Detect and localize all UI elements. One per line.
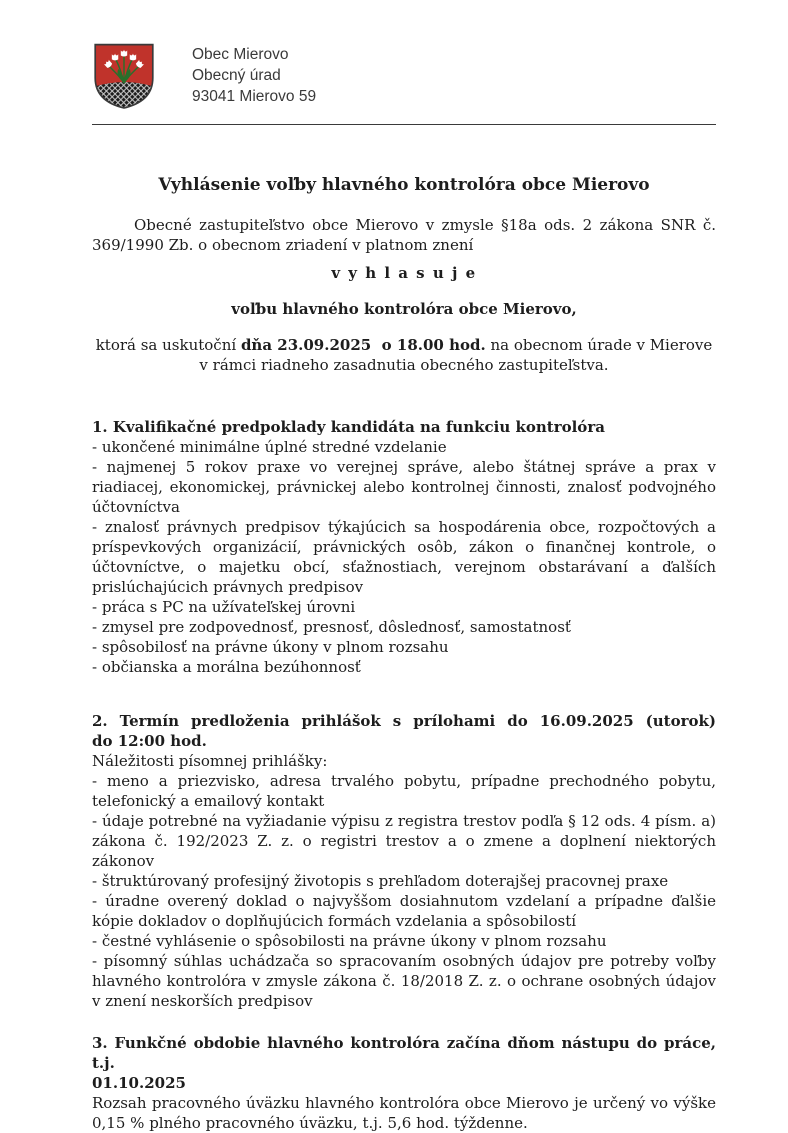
org-office: Obecný úrad <box>192 67 281 84</box>
qualification-item: - najmenej 5 rokov praxe vo verejnej správe, alebo štátnej správe a prax v riadiacej, ekonomickej, právnickej alebo kontrolnej činnosti, znalosť podvojného účtovníctva <box>92 458 716 516</box>
letterhead <box>92 42 716 110</box>
preamble-line: 369/1990 Zb. o obecnom zriadení v platnom znení <box>92 236 474 254</box>
election-date-paragraph <box>92 335 716 375</box>
qualification-item: - práca s PC na užívateľskej úrovni <box>92 598 356 616</box>
term-heading-line-1: 3. Funkčné obdobie hlavného kontrolóra začína dňom nástupu do práce, t.j. <box>92 1034 716 1072</box>
section-heading: 1. Kvalifikačné predpoklady kandidáta na funkciu kontrolóra <box>92 418 605 436</box>
application-item: - úradne overený doklad o najvyššom dosiahnutom vzdelaní a prípadne ďalšie kópie dokladov o doplňujúcich formách vzdelania a spôsobilostí <box>92 892 716 930</box>
preamble-paragraph <box>92 215 716 255</box>
deadline-heading-line-1: 2. Termín predloženia prihlášok s prílohami do 16.09.2025 (utorok) <box>92 712 716 730</box>
deadline-heading-line-2: do 12:00 hod. <box>92 732 207 750</box>
election-date: dňa 23.09.2025 o 18.00 hod. <box>240 336 486 354</box>
application-requirements-intro: Náležitosti písomnej prihlášky: <box>92 752 328 770</box>
qualification-item: - znalosť právnych predpisov týkajúcich sa hospodárenia obce, rozpočtových a príspevkových organizácií, právnických osôb, zákon o finančnej kontrole, o účtovníctve, o majetku obcí, sťažnostiach, verejnom obstarávaní a ďalších prislúchajúcich právnych predpisov <box>92 518 716 596</box>
election-date-line <box>92 335 716 355</box>
section-term <box>92 1033 716 1133</box>
election-date-suffix: na obecnom úrade v Mierove <box>485 336 713 354</box>
term-heading-line-2: 01.10.2025 <box>92 1074 186 1092</box>
election-subject: voľbu hlavného kontrolóra obce Mierovo, <box>231 300 577 318</box>
org-address: 93041 Mierovo 59 <box>192 88 317 105</box>
org-block <box>192 42 316 107</box>
application-items <box>92 771 716 1011</box>
header-divider <box>92 124 716 125</box>
section-qualifications <box>92 417 716 677</box>
coat-of-arms-icon <box>92 42 156 110</box>
document-title: Vyhlásenie voľby hlavného kontrolóra obce Mierovo <box>158 175 650 195</box>
election-date-prefix: ktorá sa uskutoční <box>95 336 241 354</box>
qualification-items <box>92 437 716 677</box>
application-item: - čestné vyhlásenie o spôsobilosti na právne úkony v plnom rozsahu <box>92 932 607 950</box>
application-item: - údaje potrebné na vyžiadanie výpisu z registra trestov podľa § 12 ods. 4 písm. a) zákona č. 192/2023 Z. z. o registri trestov a o zmene a doplnení niektorých zákonov <box>92 812 716 870</box>
preamble-line: Obecné zastupiteľstvo obce Mierovo v zmysle §18a ods. 2 zákona SNR č. <box>134 216 716 234</box>
application-item: - štruktúrovaný profesijný životopis s prehľadom doterajšej pracovnej praxe <box>92 872 669 890</box>
qualification-item: - občianska a morálna bezúhonnosť <box>92 658 361 676</box>
org-name: Obec Mierovo <box>192 46 289 63</box>
qualification-item: - spôsobilosť na právne úkony v plnom rozsahu <box>92 638 449 656</box>
qualification-item: - zmysel pre zodpovednosť, presnosť, dôslednosť, samostatnosť <box>92 618 571 636</box>
term-body: Rozsah pracovného úväzku hlavného kontrolóra obce Mierovo je určený vo výške 0,15 % plného pracovného úväzku, t.j. 5,6 hod. týždenne. <box>92 1094 716 1132</box>
application-item: - písomný súhlas uchádzača so spracovaním osobných údajov pre potreby voľby hlavného kontrolóra v zmysle zákona č. 18/2018 Z. z. o ochrane osobných údajov v znení neskorších predpisov <box>92 952 716 1010</box>
declaration-word: v y h l a s u j e <box>331 264 477 282</box>
election-date-line: v rámci riadneho zasadnutia obecného zastupiteľstva. <box>199 356 609 374</box>
application-item: - meno a priezvisko, adresa trvalého pobytu, prípadne prechodného pobytu, telefonický a emailový kontakt <box>92 772 716 810</box>
qualification-item: - ukončené minimálne úplné stredné vzdelanie <box>92 438 447 456</box>
section-deadline <box>92 711 716 1011</box>
